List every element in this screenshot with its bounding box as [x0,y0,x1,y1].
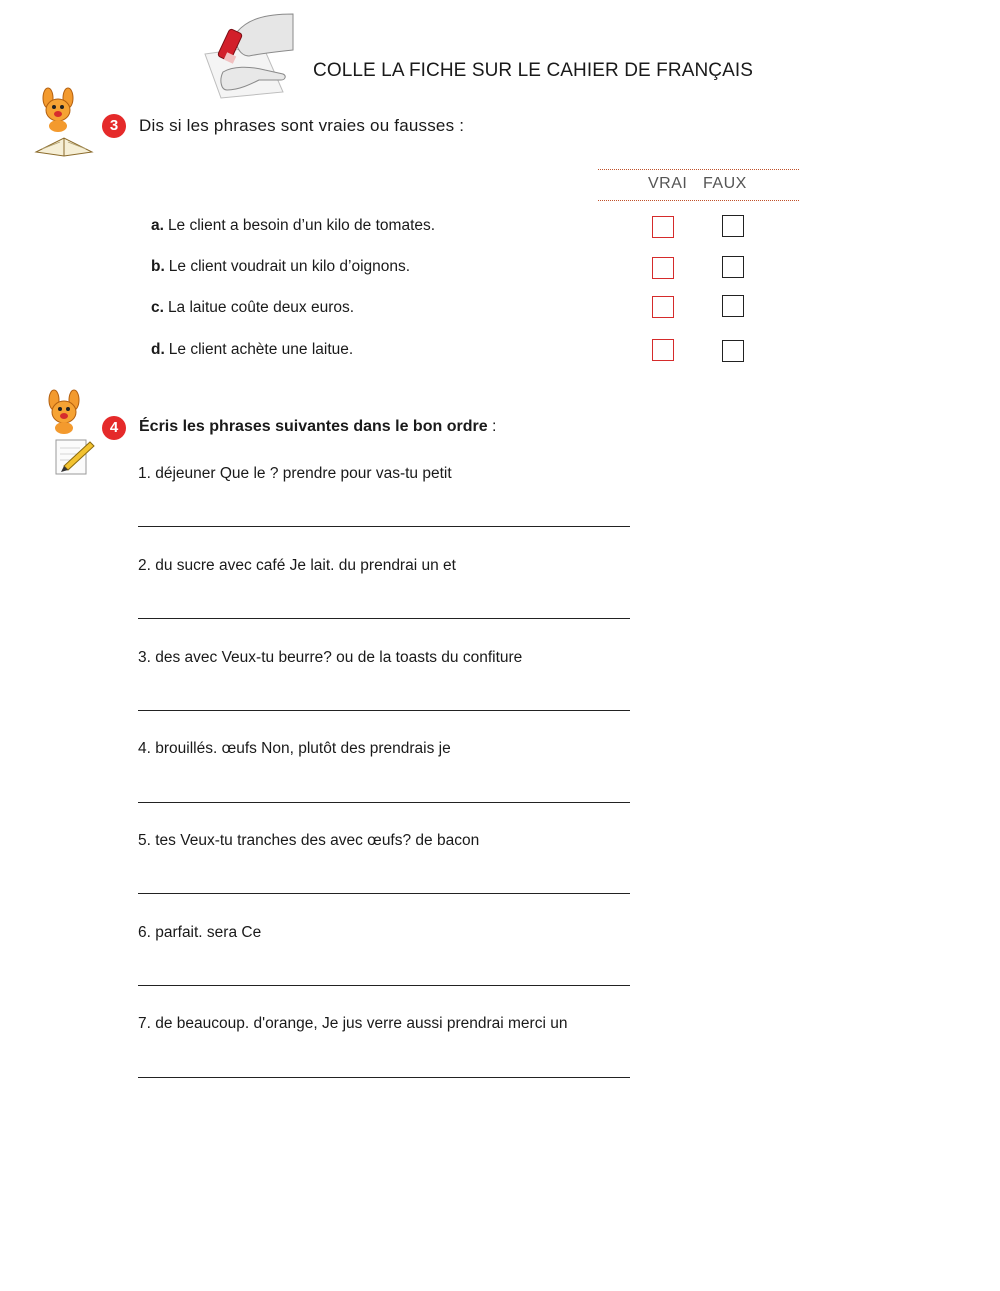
statement-a [151,217,435,235]
dog-writing-pencil-icon [42,388,104,460]
checkbox-a-vrai[interactable] [652,216,674,238]
column-header-faux: FAUX [703,175,747,192]
answer-line-4[interactable] [138,802,630,803]
checkbox-a-faux[interactable] [722,215,744,237]
statement-c [151,299,354,317]
true-false-header [598,169,799,201]
answer-line-3[interactable] [138,710,630,711]
scrambled-sentence-4: 4. brouillés. œufs Non, plutôt des prendrais je [138,740,451,757]
exercise-4-number-badge: 4 [102,416,126,440]
statement-letter: d. [151,341,165,358]
exercise-4-instruction [139,418,497,436]
checkbox-b-vrai[interactable] [652,257,674,279]
exercise-3-number-badge: 3 [102,114,126,138]
statement-text: Le client voudrait un kilo d’oignons. [168,258,411,275]
checkbox-d-vrai[interactable] [652,339,674,361]
instruction-text: Écris les phrases suivantes dans le bon ordre [139,418,488,435]
dog-reading-book-icon [34,86,96,158]
scrambled-sentence-3: 3. des avec Veux-tu beurre? ou de la toasts du confiture [138,649,523,666]
scrambled-sentence-1: 1. déjeuner Que le ? prendre pour vas-tu petit [138,465,452,482]
answer-line-5[interactable] [138,893,630,894]
answer-line-2[interactable] [138,618,630,619]
checkbox-b-faux[interactable] [722,256,744,278]
scrambled-sentence-7: 7. de beaucoup. d'orange, Je jus verre aussi prendrai merci un [138,1015,568,1032]
page-title: COLLE LA FICHE SUR LE CAHIER DE FRANÇAIS [313,60,754,81]
checkbox-c-faux[interactable] [722,295,744,317]
checkbox-d-faux[interactable] [722,340,744,362]
statement-letter: b. [151,258,165,275]
scrambled-sentence-6: 6. parfait. sera Ce [138,924,262,941]
scrambled-sentence-5: 5. tes Veux-tu tranches des avec œufs? de bacon [138,832,480,849]
column-header-vrai: VRAI [648,175,688,192]
answer-line-6[interactable] [138,985,630,986]
exercise-3-instruction: Dis si les phrases sont vraies ou fausses : [139,116,465,135]
checkbox-c-vrai[interactable] [652,296,674,318]
statement-letter: c. [151,299,164,316]
statement-b [151,258,410,276]
hand-gluing-paper-icon [203,10,297,102]
statement-text: La laitue coûte deux euros. [167,299,355,316]
statement-text: Le client achète une laitue. [168,341,354,358]
statement-text: Le client a besoin d’un kilo de tomates. [167,217,436,234]
statement-letter: a. [151,217,164,234]
instruction-colon: : [492,418,497,435]
answer-line-1[interactable] [138,526,630,527]
scrambled-sentence-2: 2. du sucre avec café Je lait. du prendrai un et [138,557,456,574]
answer-line-7[interactable] [138,1077,630,1078]
statement-d [151,341,353,359]
